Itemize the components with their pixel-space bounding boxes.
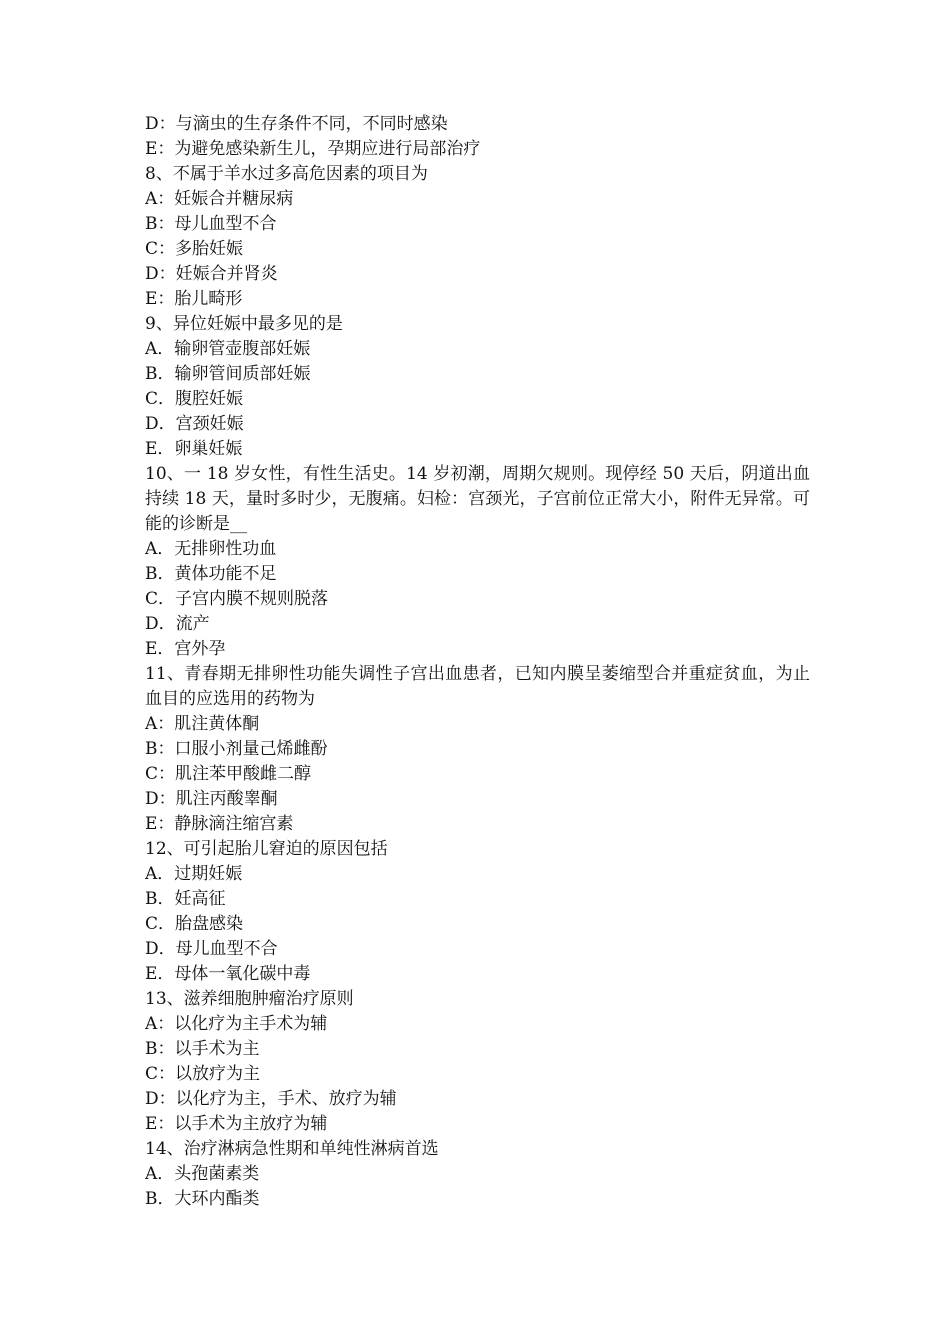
question-8-option-a: A：妊娠合并糖尿病 bbox=[145, 189, 294, 209]
question-9-option-c: C．腹腔妊娠 bbox=[145, 389, 244, 409]
question-11-stem: 11、青春期无排卵性功能失调性子宫出血患者，已知内膜呈萎缩型合并重症贫血，为止血目的应选用的药物为 bbox=[145, 664, 810, 709]
question-8-option-c: C：多胎妊娠 bbox=[145, 239, 244, 259]
question-11-option-b: B：口服小剂量己烯雌酚 bbox=[145, 739, 328, 759]
question-9-option-d: D．宫颈妊娠 bbox=[145, 414, 244, 434]
question-12-option-a: A．过期妊娠 bbox=[145, 864, 243, 884]
question-13-option-e: E：以手术为主放疗为辅 bbox=[145, 1114, 328, 1134]
option-e-prev: E：为避免感染新生儿，孕期应进行局部治疗 bbox=[145, 139, 481, 159]
question-8-option-b: B：母儿血型不合 bbox=[145, 214, 277, 234]
question-9-stem: 9、异位妊娠中最多见的是 bbox=[145, 314, 343, 334]
question-8-option-e: E：胎儿畸形 bbox=[145, 289, 243, 309]
question-12-option-e: E．母体一氧化碳中毒 bbox=[145, 964, 311, 984]
question-8-stem: 8、不属于羊水过多高危因素的项目为 bbox=[145, 164, 428, 184]
question-11-option-d: D：肌注丙酸睾酮 bbox=[145, 789, 278, 809]
question-11-option-c: C：肌注苯甲酸雌二醇 bbox=[145, 764, 312, 784]
question-14-option-a: A．头孢菌素类 bbox=[145, 1164, 260, 1184]
question-13-option-c: C：以放疗为主 bbox=[145, 1064, 261, 1084]
question-13-option-d: D：以化疗为主，手术、放疗为辅 bbox=[145, 1089, 397, 1109]
document-page bbox=[145, 112, 810, 1212]
question-10-stem: 10、一 18 岁女性，有性生活史。14 岁初潮，周期欠规则。现停经 50 天后，阴道出血持续 18 天，量时多时少，无腹痛。妇检：宫颈光，子宫前位正常大小，附件无异常。可能的诊断是__ bbox=[145, 464, 810, 534]
question-10-option-c: C．子宫内膜不规则脱落 bbox=[145, 589, 329, 609]
question-9-option-e: E．卵巢妊娠 bbox=[145, 439, 243, 459]
question-11-option-e: E：静脉滴注缩宫素 bbox=[145, 814, 294, 834]
question-12-option-c: C．胎盘感染 bbox=[145, 914, 244, 934]
question-10-option-d: D．流产 bbox=[145, 614, 210, 634]
question-12-stem: 12、可引起胎儿窘迫的原因包括 bbox=[145, 839, 388, 859]
question-12-option-b: B．妊高征 bbox=[145, 889, 226, 909]
question-13-stem: 13、滋养细胞肿瘤治疗原则 bbox=[145, 989, 354, 1009]
option-d-prev: D：与滴虫的生存条件不同，不同时感染 bbox=[145, 114, 448, 134]
question-10-option-e: E．宫外孕 bbox=[145, 639, 226, 659]
question-9-option-a: A．输卵管壶腹部妊娠 bbox=[145, 339, 311, 359]
question-13-option-b: B：以手术为主 bbox=[145, 1039, 260, 1059]
question-10-option-b: B．黄体功能不足 bbox=[145, 564, 277, 584]
question-12-option-d: D．母儿血型不合 bbox=[145, 939, 278, 959]
question-9-option-b: B．输卵管间质部妊娠 bbox=[145, 364, 311, 384]
question-10-option-a: A．无排卵性功血 bbox=[145, 539, 277, 559]
question-11-option-a: A：肌注黄体酮 bbox=[145, 714, 260, 734]
question-14-option-b: B．大环内酯类 bbox=[145, 1189, 260, 1209]
question-8-option-d: D：妊娠合并肾炎 bbox=[145, 264, 278, 284]
question-14-stem: 14、治疗淋病急性期和单纯性淋病首选 bbox=[145, 1139, 439, 1159]
question-13-option-a: A：以化疗为主手术为辅 bbox=[145, 1014, 328, 1034]
